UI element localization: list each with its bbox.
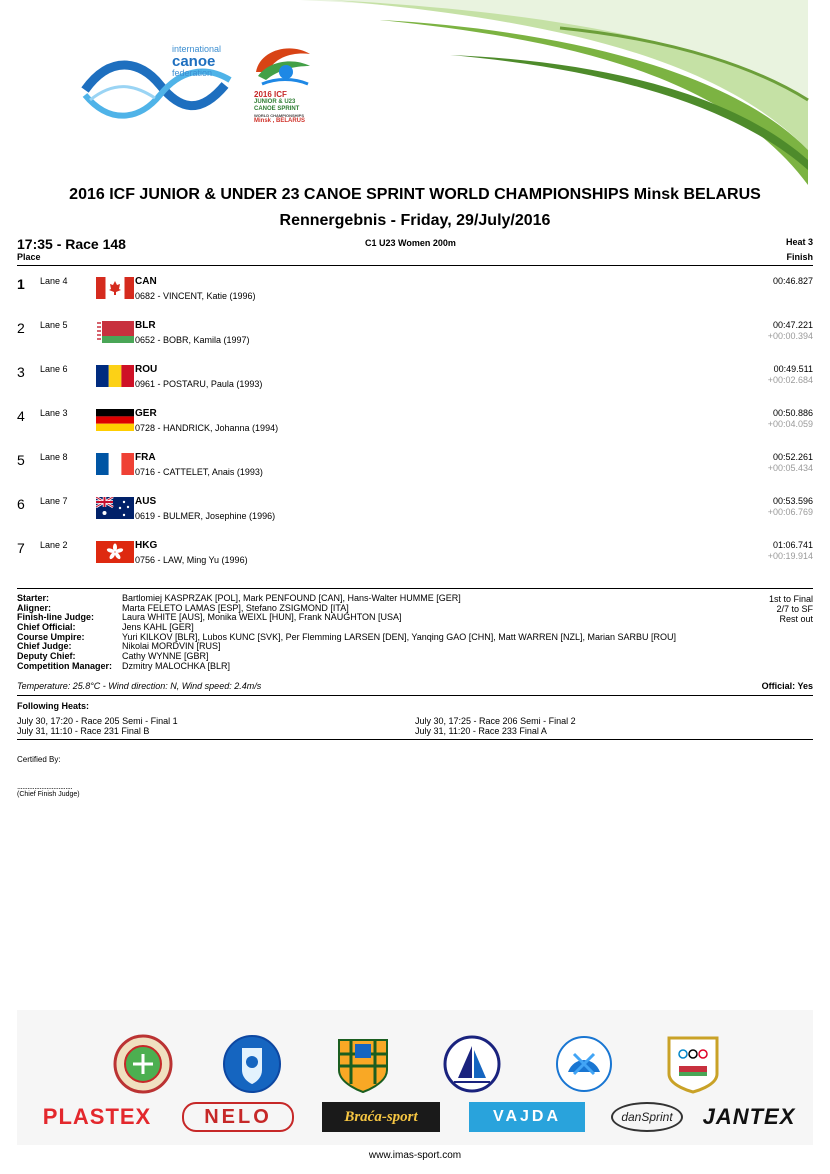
qualification-rule: Rest out (779, 614, 813, 624)
result-row (17, 492, 813, 536)
champ-logo-line: WORLD CHAMPIONSHIPS (254, 113, 304, 118)
official-label: Chief Judge: (17, 641, 72, 652)
official-value: Bartlomiej KASPRZAK [POL], Mark PENFOUND [CAN], Hans-Walter HUMME [GER] (122, 593, 461, 603)
official-row (17, 662, 813, 672)
sponsor-name: JANTEX (702, 1104, 796, 1129)
france-flag-icon (96, 453, 134, 475)
result-nation: CAN (135, 276, 157, 287)
result-place: 5 (17, 452, 25, 468)
result-time: 00:52.261 (772, 452, 813, 462)
result-nation: GER (135, 408, 157, 419)
results-list (17, 272, 813, 580)
sponsor-banner (17, 1010, 813, 1145)
official-label: Deputy Chief: (17, 651, 76, 662)
result-time: 00:49.511 (773, 364, 813, 374)
result-athlete: 0961 - POSTARU, Paula (1993) (135, 379, 263, 389)
official-label: Course Umpire: (17, 631, 85, 642)
qualification-rules (769, 594, 813, 624)
result-lane: Lane 4 (40, 276, 68, 286)
following-heats (17, 695, 813, 740)
sponsor-logo (469, 1102, 585, 1132)
result-row (17, 448, 813, 492)
result-lane: Lane 2 (40, 540, 68, 550)
qualification-rule: 1st to Final (768, 594, 813, 604)
federation-emblem-icon (554, 1034, 614, 1094)
result-row (17, 360, 813, 404)
result-time-behind: +00:05.434 (767, 463, 813, 473)
result-nation: FRA (135, 452, 156, 463)
sailing-emblem-icon (442, 1034, 502, 1094)
qualification-rule: 2/7 to SF (776, 604, 813, 614)
result-athlete: 0716 - CATTELET, Anais (1993) (135, 467, 263, 477)
page-subtitle: Rennergebnis - Friday, 29/July/2016 (279, 212, 551, 229)
shield-icon (333, 1034, 393, 1094)
result-place: 4 (17, 408, 25, 424)
hong-kong-flag-icon (96, 541, 134, 563)
official-value: Jens KAHL [GER] (122, 622, 194, 633)
page-title: 2016 ICF JUNIOR & UNDER 23 CANOE SPRINT WORLD CHAMPIONSHIPS Minsk BELARUS (69, 186, 761, 203)
official-label: Competition Manager: (17, 660, 113, 671)
result-nation: AUS (135, 496, 157, 507)
sponsor-name: VAJDA (492, 1108, 562, 1125)
result-athlete: 0619 - BULMER, Josephine (1996) (135, 511, 276, 521)
finish-column-header: Finish (786, 252, 813, 262)
official-value: Laura WHITE [AUS], Monika WEIXL [HUN], Frank NAUGHTON [USA] (122, 612, 402, 623)
following-heat: July 31, 11:10 - Race 231 Final B (17, 726, 150, 736)
following-heat: July 31, 11:20 - Race 233 Final A (415, 726, 547, 736)
olympic-committee-icon (663, 1034, 723, 1094)
official-value: Marta FELETO LAMAS [ESP], Stefano ZSIGMOND [ITA] (122, 602, 349, 613)
following-heat: July 30, 17:25 - Race 206 Semi - Final 2 (415, 716, 576, 726)
result-lane: Lane 7 (40, 496, 68, 506)
result-time: 00:53.596 (772, 496, 813, 506)
result-time-behind: +00:02.684 (767, 375, 813, 385)
official-value: Nikolai MORDVIN [RUS] (122, 641, 221, 652)
result-lane: Lane 8 (40, 452, 68, 462)
championship-logo (250, 42, 314, 130)
champ-logo-line: CANOE SPRINT (254, 106, 300, 112)
icf-logo (80, 40, 240, 130)
sponsor-logo (37, 1102, 157, 1132)
official-label: Starter: (17, 593, 50, 603)
champ-logo-line: JUNIOR & U23 (254, 99, 296, 105)
sponsor-logo (182, 1102, 294, 1132)
weather-info: Temperature: 25.8°C - Wind direction: N, Wind speed: 2.4m/s (17, 681, 262, 691)
sponsor-name: NELO (204, 1105, 272, 1128)
australia-flag-icon (96, 497, 134, 519)
sponsor-name: danSprint (621, 1110, 673, 1124)
following-heats-title: Following Heats: (17, 701, 89, 711)
official-status: Official: Yes (761, 681, 813, 691)
official-value: Cathy WYNNE [GBR] (122, 651, 209, 662)
result-row (17, 272, 813, 316)
champ-logo-line: 2016 ICF (254, 90, 287, 99)
belarus-flag-icon (96, 321, 134, 343)
result-row (17, 404, 813, 448)
official-label: Chief Official: (17, 622, 76, 633)
place-column-header: Place (17, 252, 41, 262)
official-label: Aligner: (17, 602, 52, 613)
officials-section (17, 588, 813, 684)
race-time: 17:35 - Race 148 (17, 236, 126, 252)
result-athlete: 0728 - HANDRICK, Johanna (1994) (135, 423, 279, 433)
result-row (17, 536, 813, 580)
result-time: 00:46.827 (772, 276, 813, 286)
result-nation: HKG (135, 540, 158, 551)
signature-line: ................................ (17, 782, 73, 791)
race-event: C1 U23 Women 200m (365, 238, 456, 248)
svg-text:federation: federation (172, 68, 213, 78)
sponsor-logo (611, 1102, 683, 1132)
result-athlete: 0756 - LAW, Ming Yu (1996) (135, 555, 248, 565)
sponsor-name: PLASTEX (42, 1104, 152, 1129)
result-place: 6 (17, 496, 25, 512)
result-lane: Lane 6 (40, 364, 68, 374)
svg-text:international: international (172, 44, 222, 54)
sponsor-logo (322, 1102, 440, 1132)
canada-flag-icon (96, 277, 134, 299)
result-time-behind: +00:06.769 (767, 507, 813, 517)
champ-logo-line: Minsk , BELARUS (254, 118, 306, 124)
result-place: 3 (17, 364, 25, 380)
result-nation: BLR (135, 320, 156, 331)
sponsor-logo (701, 1102, 797, 1132)
result-time-behind: +00:04.059 (767, 419, 813, 429)
romania-flag-icon (96, 365, 134, 387)
result-time: 00:50.886 (772, 408, 813, 418)
coat-of-arms-icon (222, 1034, 282, 1094)
svg-text:canoe: canoe (172, 53, 216, 70)
result-athlete: 0652 - BOBR, Kamila (1997) (135, 335, 250, 345)
result-athlete: 0682 - VINCENT, Katie (1996) (135, 291, 256, 301)
footer-url[interactable]: www.imas-sport.com (368, 1150, 462, 1161)
result-row (17, 316, 813, 360)
result-lane: Lane 5 (40, 320, 68, 330)
race-heat: Heat 3 (785, 237, 813, 247)
result-time: 01:06.741 (772, 540, 813, 550)
sponsor-name: Braća-sport (344, 1108, 418, 1125)
result-time: 00:47.221 (772, 320, 813, 330)
result-lane: Lane 3 (40, 408, 68, 418)
germany-flag-icon (96, 409, 134, 431)
result-place: 2 (17, 320, 25, 336)
result-time-behind: +00:19.914 (767, 551, 813, 561)
result-time-behind: +00:00.394 (767, 331, 813, 341)
following-heat: July 30, 17:20 - Race 205 Semi - Final 1 (17, 716, 178, 726)
signature-label: (Chief Finish Judge) (17, 791, 80, 798)
result-place: 7 (17, 540, 25, 556)
official-value: Yuri KILKOV [BLR], Lubos KUNC [SVK], Per Flemming LARSEN [DEN], Yanqing GAO [CHN], Matt WARREN [NZL], Marian SARBU [ROU] (122, 631, 676, 642)
result-nation: ROU (135, 364, 158, 375)
emblem-icon (113, 1034, 173, 1094)
result-place: 1 (17, 276, 25, 292)
race-header (17, 236, 813, 266)
official-label: Finish-line Judge: (17, 612, 95, 623)
certified-by: Certified By: (17, 755, 61, 764)
official-value: Dzmitry MALOCHKA [BLR] (122, 660, 231, 671)
